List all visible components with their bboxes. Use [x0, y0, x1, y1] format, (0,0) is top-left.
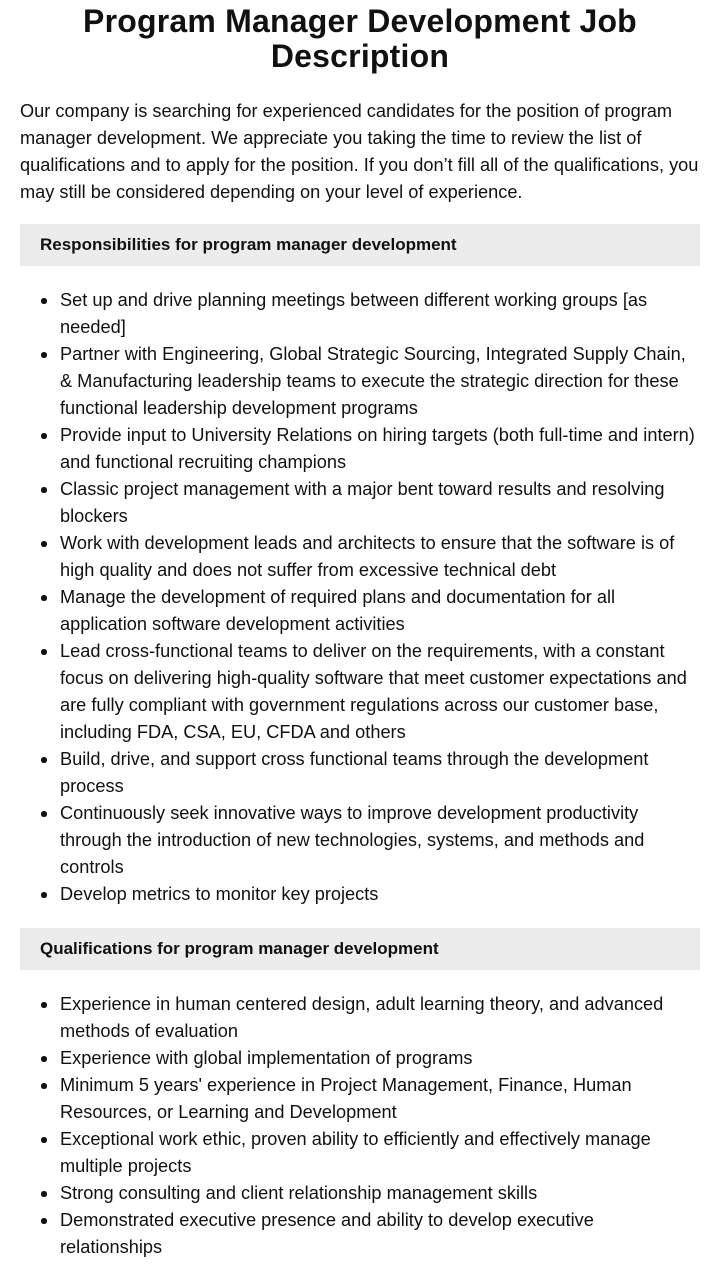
- list-item: Provide input to University Relations on hiring targets (both full-time and intern) and functional recruiting champions: [60, 422, 700, 476]
- qualifications-list: [20, 991, 700, 1261]
- list-item: Classic project management with a major bent toward results and resolving blockers: [60, 476, 700, 530]
- list-item: Set up and drive planning meetings between different working groups [as needed]: [60, 287, 700, 341]
- list-item: Exceptional work ethic, proven ability to efficiently and effectively manage multiple projects: [60, 1126, 700, 1180]
- list-item: Minimum 5 years' experience in Project Management, Finance, Human Resources, or Learning and Development: [60, 1072, 700, 1126]
- list-item: Manage the development of required plans and documentation for all application software development activities: [60, 584, 700, 638]
- list-item: Strong consulting and client relationship management skills: [60, 1180, 700, 1207]
- list-item: Experience in human centered design, adult learning theory, and advanced methods of evaluation: [60, 991, 700, 1045]
- responsibilities-heading: Responsibilities for program manager development: [20, 224, 700, 266]
- list-item: Develop metrics to monitor key projects: [60, 881, 700, 908]
- list-item: Experience with global implementation of programs: [60, 1045, 700, 1072]
- page-title: Program Manager Development Job Description: [83, 3, 637, 74]
- list-item: Continuously seek innovative ways to improve development productivity through the introduction of new technologies, systems, and methods and controls: [60, 800, 700, 881]
- list-item: Partner with Engineering, Global Strategic Sourcing, Integrated Supply Chain, & Manufacturing leadership teams to execute the strategic direction for these functional leadership development programs: [60, 341, 700, 422]
- intro-paragraph: Our company is searching for experienced candidates for the position of program manager development. We appreciate you taking the time to review the list of qualifications and to apply for the position. If you don’t fill all of the qualifications, you may still be considered depending on your level of experience.: [20, 101, 699, 202]
- list-item: Work with development leads and architects to ensure that the software is of high quality and does not suffer from excessive technical debt: [60, 530, 700, 584]
- qualifications-heading: Qualifications for program manager development: [20, 928, 700, 970]
- list-item: Lead cross-functional teams to deliver on the requirements, with a constant focus on delivering high-quality software that meet customer expectations and are fully compliant with government regulations across our customer base, including FDA, CSA, EU, CFDA and others: [60, 638, 700, 746]
- responsibilities-list: [20, 287, 700, 908]
- list-item: Build, drive, and support cross functional teams through the development process: [60, 746, 700, 800]
- list-item: Demonstrated executive presence and ability to develop executive relationships: [60, 1207, 700, 1261]
